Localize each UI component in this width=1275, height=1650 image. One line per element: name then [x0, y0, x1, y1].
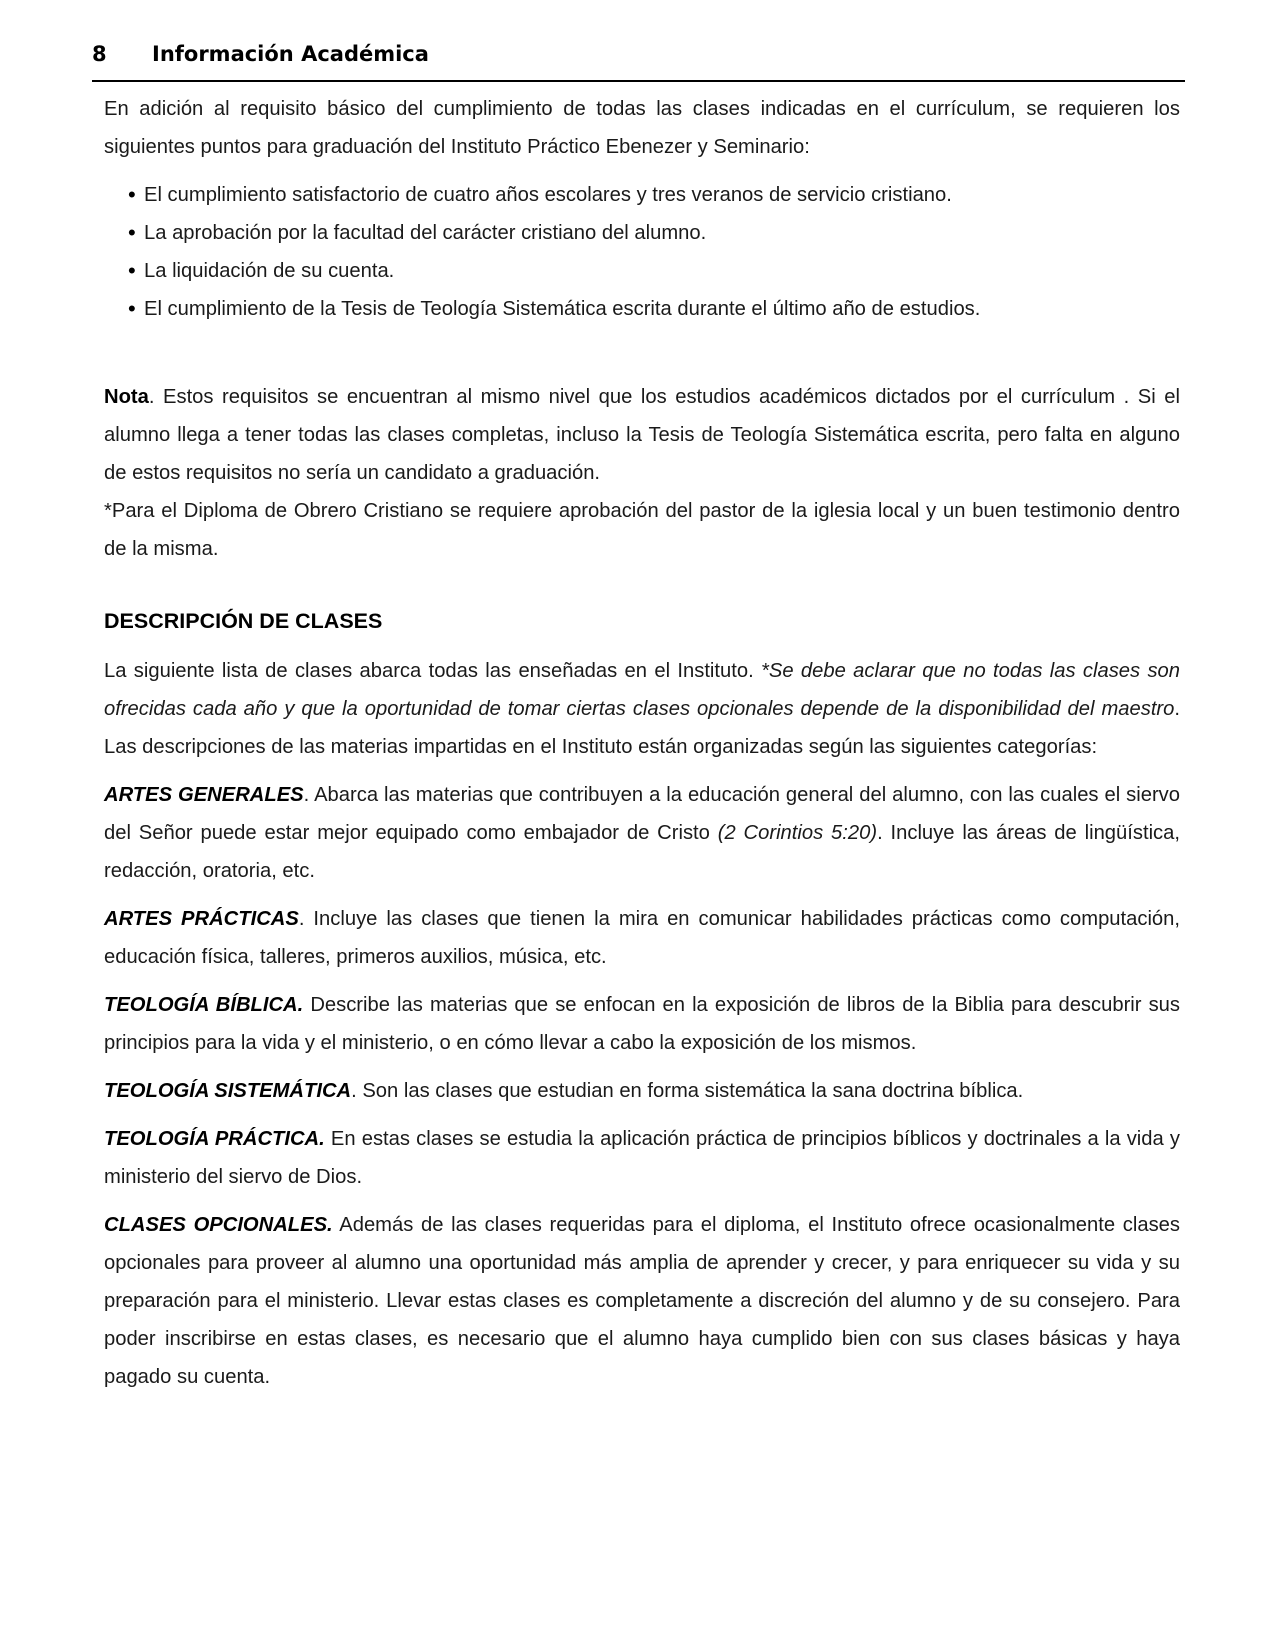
category-teologia-practica	[104, 1120, 1180, 1196]
category-name: ARTES PRÁCTICAS	[104, 908, 299, 930]
note-label: Nota	[104, 386, 149, 408]
lead-paragraph	[104, 652, 1180, 766]
graduation-requirements-list	[104, 176, 1180, 328]
category-teologia-sistematica	[104, 1072, 1180, 1110]
category-name: TEOLOGÍA SISTEMÁTICA	[104, 1080, 352, 1102]
category-clases-opcionales	[104, 1206, 1180, 1396]
body-content	[104, 90, 1180, 1406]
category-artes-generales	[104, 776, 1180, 890]
section-heading: DESCRIPCIÓN DE CLASES	[104, 609, 383, 633]
header-title: Información Académica	[152, 42, 429, 66]
lead-text-end: . Las descripciones de las materias impartidas en el Instituto están organizadas según las siguientes categorías:	[104, 698, 1180, 758]
category-text: . Incluye las clases que tienen la mira en comunicar habilidades prácticas como computación, educación física, talleres, primeros auxilios, música, etc.	[104, 908, 1180, 968]
requirement-item: • La aprobación por la facultad del carácter cristiano del alumno.	[128, 214, 1180, 252]
category-name: ARTES GENERALES	[104, 784, 304, 806]
category-text: Describe las materias que se enfocan en la exposición de libros de la Biblia para descubrir sus principios para la vida y el ministerio, o en cómo llevar a cabo la exposición de los mismos.	[104, 994, 1180, 1054]
category-artes-practicas	[104, 900, 1180, 976]
note-text: . Estos requisitos se encuentran al mismo nivel que los estudios académicos dictados por el currículum . Si el alumno llega a tener todas las clases completas, incluso la Tesis de Teología Sistemática escrita, pero falta en alguno de estos requisitos no sería un candidato a graduación.	[104, 386, 1180, 484]
bible-reference: (2 Corintios 5:20)	[717, 822, 878, 844]
category-name: CLASES OPCIONALES.	[104, 1214, 333, 1236]
category-text: En estas clases se estudia la aplicación práctica de principios bíblicos y doctrinales a la vida y ministerio del siervo de Dios.	[104, 1128, 1180, 1188]
requirement-item: • El cumplimiento de la Tesis de Teología Sistemática escrita durante el último año de estudios.	[128, 290, 1180, 328]
category-teologia-biblica	[104, 986, 1180, 1062]
category-text-end: . Incluye las áreas de lingüística, redacción, oratoria, etc.	[104, 822, 1180, 882]
diploma-note-paragraph: *Para el Diploma de Obrero Cristiano se requiere aprobación del pastor de la iglesia local y un buen testimonio dentro de la misma.	[104, 500, 1180, 560]
running-header	[92, 38, 1185, 82]
lead-text-start: La siguiente lista de clases abarca todas las enseñadas en el Instituto.	[104, 660, 762, 682]
category-name: TEOLOGÍA PRÁCTICA.	[104, 1128, 325, 1150]
note-paragraph	[104, 378, 1180, 492]
intro-paragraph: En adición al requisito básico del cumplimiento de todas las clases indicadas en el currículum, se requieren los siguientes puntos para graduación del Instituto Práctico Ebenezer y Seminario:	[104, 98, 1180, 158]
category-text: . Son las clases que estudian en forma sistemática la sana doctrina bíblica.	[351, 1080, 1024, 1102]
lead-italic-note: *Se debe aclarar que no todas las clases son ofrecidas cada año y que la oportunidad de tomar ciertas clases opcionales depende de la disponibilidad del maestro	[104, 660, 1180, 720]
category-name: TEOLOGÍA BÍBLICA.	[104, 994, 304, 1016]
category-text: . Abarca las materias que contribuyen a la educación general del alumno, con las cuales el siervo del Señor puede estar mejor equipado como embajador de Cristo	[104, 784, 1180, 844]
requirement-item: • El cumplimiento satisfactorio de cuatro años escolares y tres veranos de servicio cristiano.	[128, 176, 1180, 214]
category-text: Además de las clases requeridas para el diploma, el Instituto ofrece ocasionalmente clases opcionales para proveer al alumno una oportunidad más amplia de aprender y crecer, y para enriquecer su vida y su preparación para el ministerio. Llevar estas clases es completamente a discreción del alumno y de su consejero. Para poder inscribirse en estas clases, es necesario que el alumno haya cumplido bien con sus clases básicas y haya pagado su cuenta.	[104, 1214, 1181, 1388]
requirement-item: • La liquidación de su cuenta.	[128, 252, 1180, 290]
page-number: 8	[92, 42, 107, 66]
